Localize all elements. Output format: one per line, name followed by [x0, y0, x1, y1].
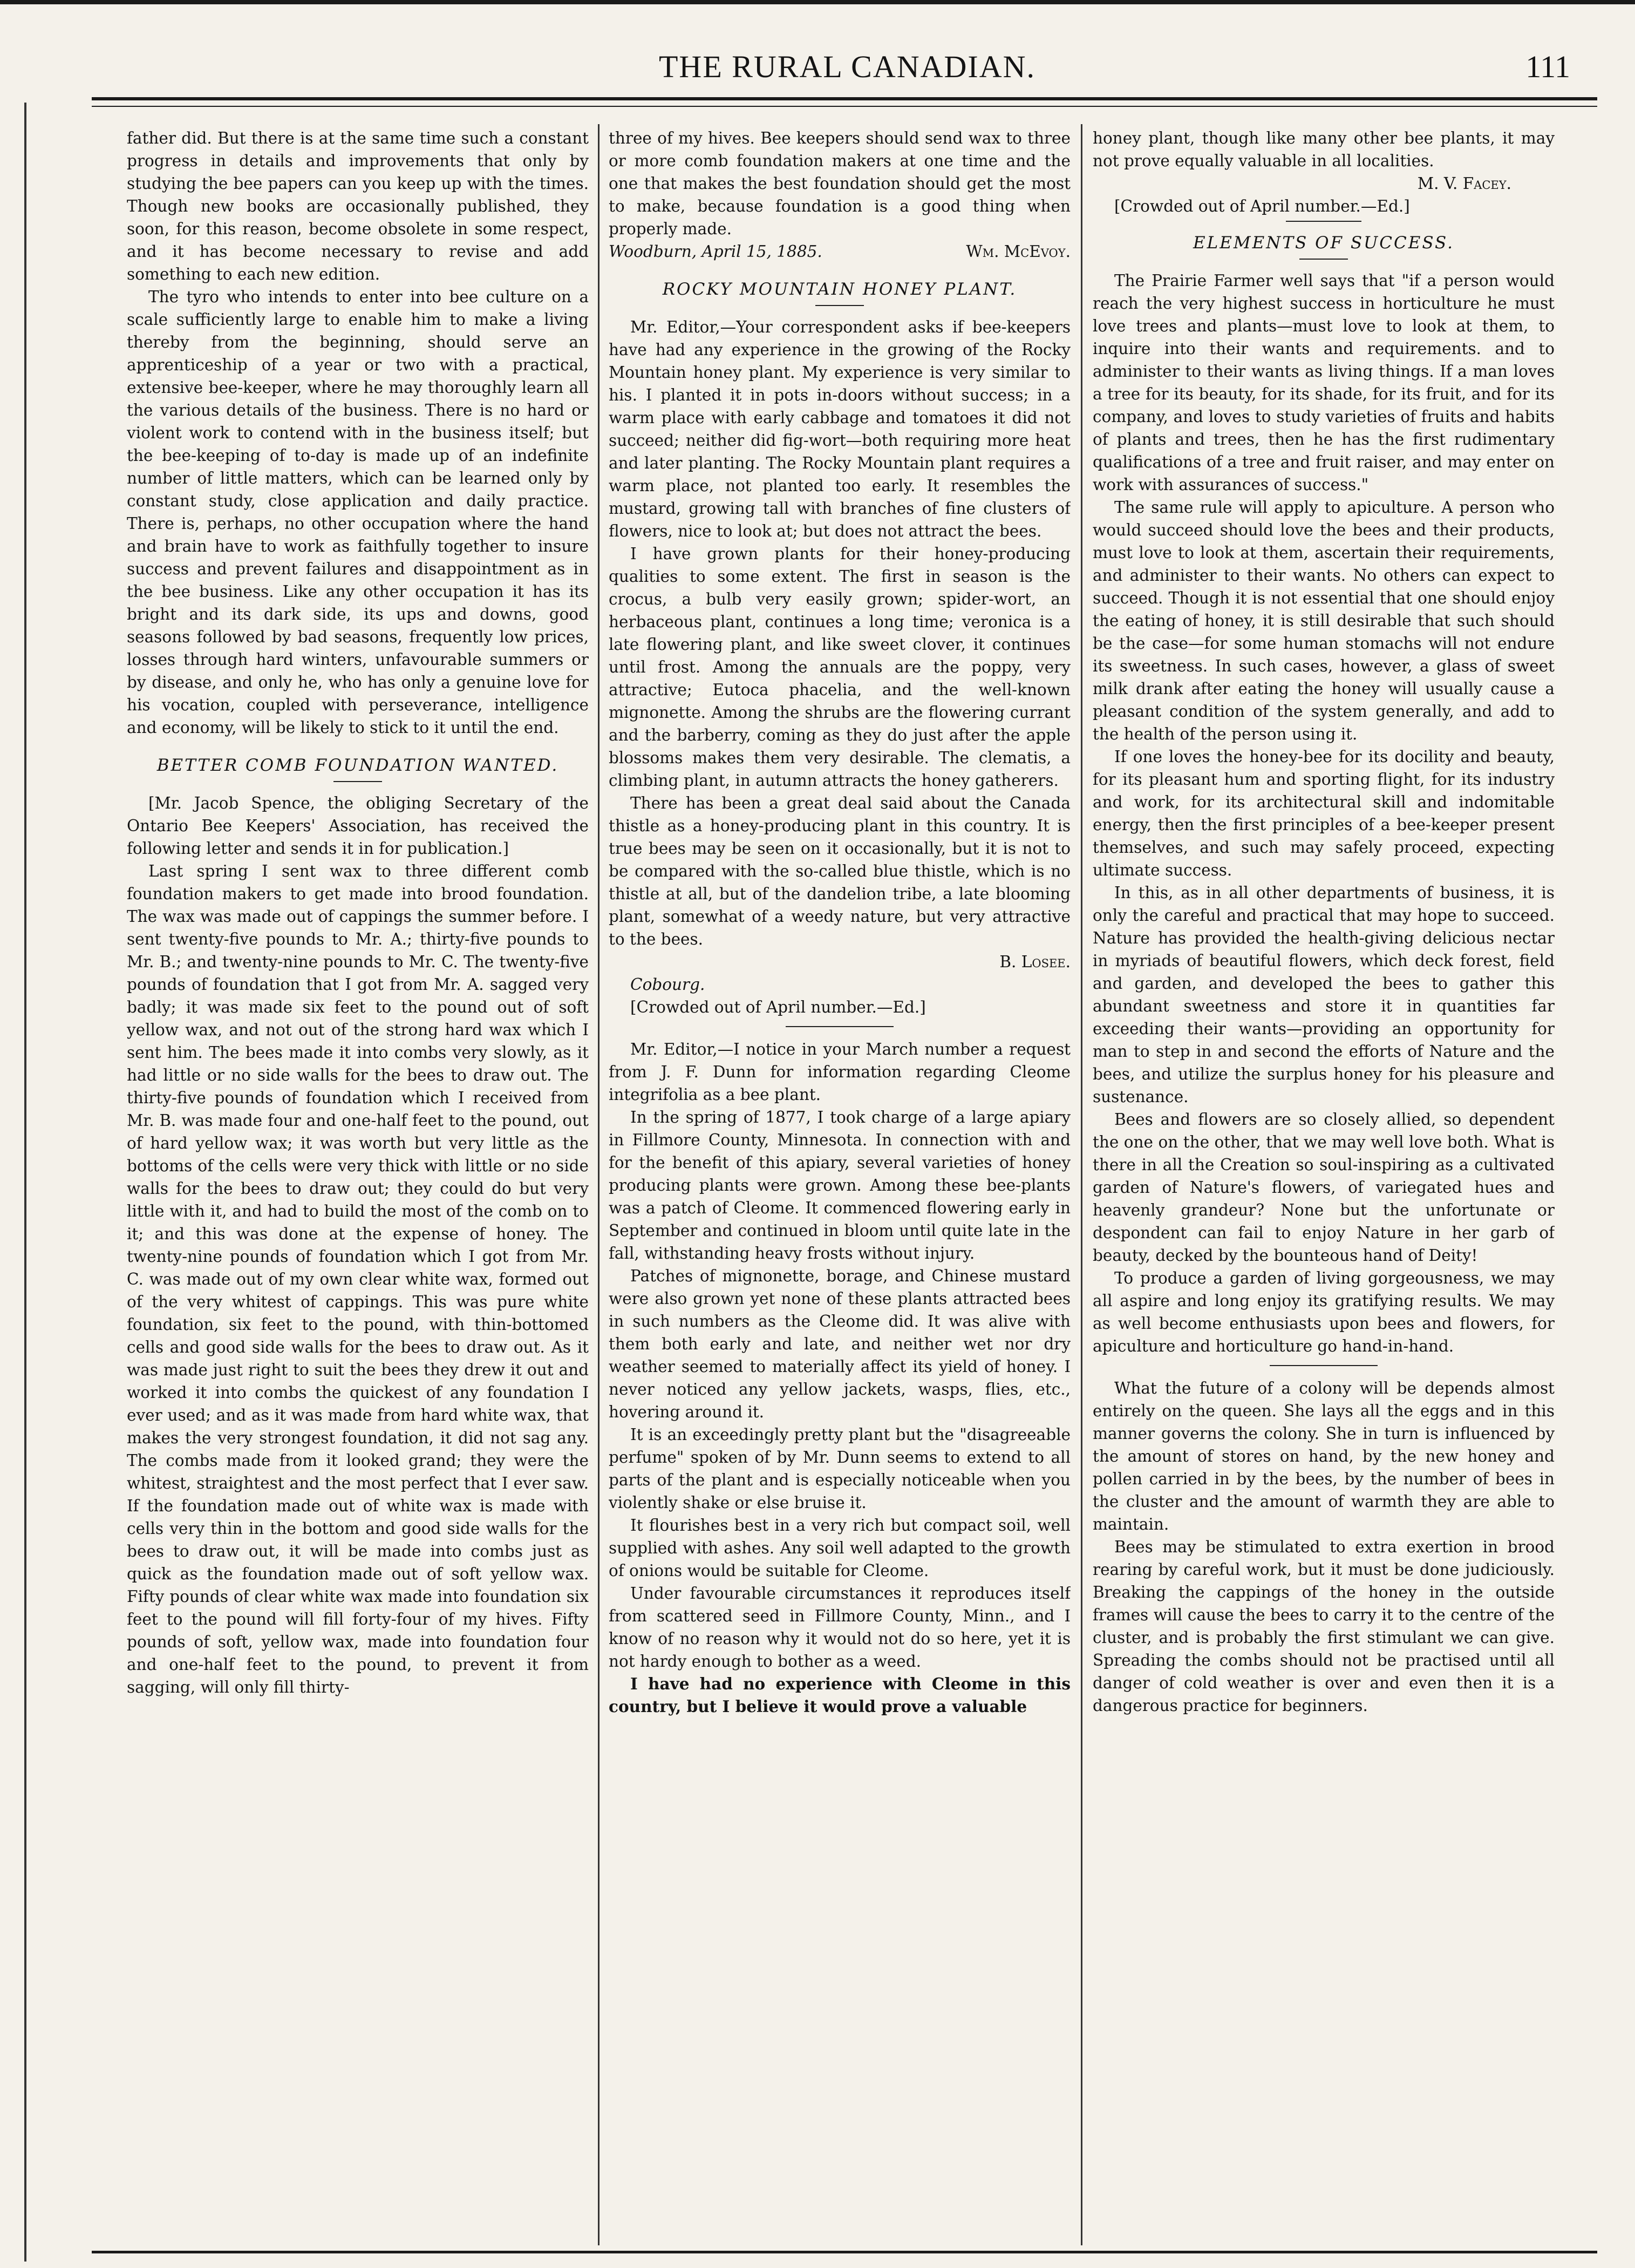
paragraph: Last spring I sent wax to three different comb foundation makers to get made into brood foundation. The wax was made out of cappings the summer before. I sent twenty-five pounds to Mr. A.; thirty-five pounds to Mr. B.; and twenty-nine pounds to Mr. C. The twenty-five pounds of foundation that I got from Mr. A. sagged very badly; it was made six feet to the pound out of soft yellow wax, and not out of the strong hard wax which I sent him. The bees made it into combs very slowly, as it had little or no side walls for the bees to draw out. The thirty-five pounds of foundation which I received from Mr. B. was made four and one-half feet to the pound, out of hard yellow wax; it was worth but very little as the bottoms of the cells were very thick with little or no side walls for the bees to draw out; they could do but very little with it, and had to build the most of the comb on to it; and this was done at the expense of honey. The twenty-nine pounds of foundation which I got from Mr. C. was made out of my own clear white wax, formed out of the very whitest of cappings. This was pure white foundation, six feet to the pound, with thin-bottomed cells and good side walls for the bees to draw out. As it was made just right to suit the bees they drew it out and worked it into combs the quickest of any foundation I ever used; and as it was made from hard white wax, that makes the very strongest foundation, it did not sag any. The combs made from it looked grand; they were the whitest, straightest and the most perfect that I ever saw. If the foundation made out of white wax is made with cells very thin in the bottom and good side walls for the bees to draw out, it will be made into combs just as quick as the foundation made out of soft yellow wax. Fifty pounds of clear white wax made into foundation six feet to the pound will fill forty-four of my hives. Fifty pounds of soft, yellow wax, made into foundation four and one-half feet to the pound, to prevent it from sagging, will only fill thirty-: [127, 862, 589, 1696]
editor-note: [Crowded out of April number.—Ed.]: [630, 998, 926, 1016]
paragraph: In the spring of 1877, I took charge of a large apiary in Fillmore County, Minnesota. In connection with and for the benefit of this apiary, several varieties of honey producing plants were grown. Among these bee-plants was a patch of Cleome. It commenced flowering early in September and continued in bloom until quite late in the fall, withstanding heavy frosts without injury.: [609, 1108, 1071, 1262]
divider: [1270, 1365, 1378, 1366]
masthead: [92, 49, 1603, 92]
paragraph: Mr. Editor,—I notice in your March number a request from J. F. Dunn for information regarding Cleome integrifolia as a bee plant.: [609, 1040, 1071, 1104]
column-3: [1093, 127, 1555, 2243]
paragraph: Mr. Editor,—Your correspondent asks if bee-keepers have had any experience in the growing of the Rocky Mountain honey plant. My experience is very similar to his. I planted it in pots in-doors without success; in a warm place with early cabbage and tomatoes it did not succeed; neither did fig-wort—both requiring more heat and later planting. The Rocky Mountain plant requires a warm place, not planted too early. It resembles the mustard, growing tall with branches of fine clusters of flowers, nice to look at; but does not attract the bees.: [609, 318, 1071, 540]
page-number: 111: [1525, 49, 1570, 84]
column-2: [609, 127, 1071, 2243]
paragraph: There has been a great deal said about the Canada thistle as a honey-producing plant in this country. It is true bees may be seen on it occasionally, but it is not to be compared with the so-called blue thistle, which is no thistle at all, but of the dandelion tribe, a late blooming plant, somewhat of a weedy nature, but very attractive to the bees.: [609, 794, 1071, 948]
paragraph: The Prairie Farmer well says that "if a person would reach the very highest success in horticulture he must love trees and plants—must love to look at them, to inquire into their wants and requirements. and to administer to their wants as living things. If a man loves a tree for its beauty, for its shade, for its fruit, and for its company, and loves to study varieties of fruits and habits of plants and trees, then he has the first rudimentary qualifications of a tree and fruit raiser, and may enter on work with assurances of success.": [1093, 271, 1555, 494]
divider: [333, 781, 382, 782]
paragraph: three of my hives. Bee keepers should send wax to three or more comb foundation makers at one time and the one that makes the best foundation should get the most to make, because foundation is a good thing when properly made.: [609, 129, 1071, 238]
paragraph: [Mr. Jacob Spence, the obliging Secretary of the Ontario Bee Keepers' Association, has received the following letter and sends it in for publication.]: [127, 794, 589, 858]
paragraph: The same rule will apply to apiculture. A person who would succeed should love the bees and their products, must love to look at them, ascertain their requirements, and administer to their wants. No others can expect to succeed. Though it is not essential that one should enjoy the eating of honey, it is still desirable that such should be the case—for some human stomachs will not endure its sweetness. In such cases, however, a glass of sweet milk drank after eating the honey will usually cause a pleasant condition of the system generally, and add to the health of the person using it.: [1093, 498, 1555, 743]
divider: [1286, 221, 1361, 222]
article-heading: ROCKY MOUNTAIN HONEY PLANT.: [662, 280, 1017, 299]
header-rule: [92, 97, 1597, 100]
divider: [815, 305, 864, 306]
paragraph: The tyro who intends to enter into bee culture on a scale sufficiently large to enable him to make a living thereby from the beginning, should serve an apprenticeship of a year or two with a practical, extensive bee-keeper, where he may thoroughly learn all the various details of the business. There is no hard or violent work to contend with in the business itself; but the bee-keeping of to-day is made up of an indefinite number of little matters, which can be learned only by constant study, close application and daily practice. There is, perhaps, no other occupation where the hand and brain have to work as faithfully together to insure success and prevent failures and disappointment as in the bee business. Like any other occupation it has its bright and its dark side, its ups and downs, good seasons followed by bad seasons, frequently low prices, losses through hard winters, unfavourable summers or by disease, and only he, who has only a genuine love for his vocation, coupled with perseverance, intelligence and economy, will be likely to stick to it until the end.: [127, 288, 589, 737]
dateline: Woodburn, April 15, 1885.: [609, 242, 822, 261]
column-divider: [1081, 124, 1082, 2245]
paragraph: It flourishes best in a very rich but compact soil, well supplied with ashes. Any soil well adapted to the growth of onions would be suitable for Cleome.: [609, 1516, 1071, 1580]
paragraph: Patches of mignonette, borage, and Chinese mustard were also grown yet none of these plants attracted bees in such numbers as the Cleome did. It was alive with them both early and late, and neither wet nor dry weather seemed to materially affect its yield of honey. I never noticed any yellow jackets, wasps, flies, etc., hovering around it.: [609, 1267, 1071, 1421]
paragraph: To produce a garden of living gorgeousness, we may all aspire and long enjoy its gratifying results. We may as well become enthusiasts upon bees and flowers, for apiculture and horticulture go hand-in-hand.: [1093, 1269, 1555, 1355]
bottom-border: [92, 2251, 1597, 2253]
paragraph: What the future of a colony will be depends almost entirely on the queen. She lays all the eggs and in this manner governs the colony. She in turn is influenced by the amount of stores on hand, by the new honey and pollen carried in by the bees, by the number of bees in the cluster and the amount of warmth they are able to maintain.: [1093, 1379, 1555, 1533]
divider: [786, 1026, 894, 1027]
header-rule-thin: [92, 106, 1597, 107]
divider: [1299, 259, 1348, 260]
author-name: M. V. Facey.: [1417, 174, 1511, 193]
editor-note: [Crowded out of April number.—Ed.]: [1114, 197, 1410, 215]
paragraph: Bees and flowers are so closely allied, so dependent the one on the other, that we may well love both. What is there in all the Creation so soul-inspiring as a cultivated garden of Nature's flowers, of variegated hues and heavenly grandeur? None but the unfortunate or despondent can fail to enjoy Nature in her garb of beauty, decked by the bounteous hand of Deity!: [1093, 1110, 1555, 1265]
paragraph: It is an exceedingly pretty plant but the "disagreeable perfume" spoken of by Mr. Dunn seems to extend to all parts of the plant and is especially noticeable when you violently shake or else bruise it.: [609, 1425, 1071, 1512]
article-heading: ELEMENTS OF SUCCESS.: [1193, 233, 1454, 253]
author-name: Wm. McEvoy.: [966, 242, 1071, 261]
binding-edge: [24, 103, 26, 2262]
top-border: [0, 0, 1635, 4]
column-1: [127, 127, 589, 2243]
column-divider: [598, 124, 600, 2245]
paragraph: I have grown plants for their honey-producing qualities to some extent. The first in season is the crocus, a bulb very easily grown; spider-wort, an herbaceous plant, continues a long time; veronica is a late flowering plant, and like sweet clover, it continues until frost. Among the annuals are the poppy, very attractive; Eutoca phacelia, and the well-known mignonette. Among the shrubs are the flowering currant and the barberry, coming as they do just after the apple blossoms makes them very desirable. The clematis, a climbing plant, in autumn attracts the honey gatherers.: [609, 545, 1071, 790]
author-name: B. Losee.: [999, 953, 1071, 971]
article-heading: BETTER COMB FOUNDATION WANTED.: [156, 756, 559, 775]
paragraph: father did. But there is at the same time such a constant progress in details and improvements that only by studying the bee papers can you keep up with the times. Though new books are occasionally published, they soon, for this reason, become obsolete in some respect, and it has become necessary to revise and add something to each new edition.: [127, 129, 589, 283]
place-line: Cobourg.: [630, 975, 705, 994]
paragraph: If one loves the honey-bee for its docility and beauty, for its pleasant hum and sporting flight, for its industry and work, for its architectural skill and indomitable energy, then the first principles of a bee-keeper present themselves, and such may safely proceed, expecting ultimate success.: [1093, 748, 1555, 879]
paragraph: In this, as in all other departments of business, it is only the careful and practical that may hope to succeed. Nature has provided the health-giving delicious nectar in myriads of beautiful flowers, which deck forest, field and garden, and developed the bees to gather this abundant sweetness and store it in quantities far exceeding their wants—providing an opportunity for man to step in and second the efforts of Nature and the bees, and utilize the surplus honey for his pleasure and sustenance.: [1093, 884, 1555, 1106]
paragraph: honey plant, though like many other bee plants, it may not prove equally valuable in all localities.: [1093, 129, 1555, 170]
paragraph: Bees may be stimulated to extra exertion in brood rearing by careful work, but it must be done judiciously. Breaking the cappings of the honey in the outside frames will cause the bees to carry it to the centre of the cluster, and is probably the first stimulant we can give. Spreading the combs should not be practised until all danger of cold weather is over and even then it is a dangerous practice for beginners.: [1093, 1538, 1555, 1715]
page-title: THE RURAL CANADIAN.: [659, 49, 1036, 84]
signature-line: [609, 240, 1071, 263]
paragraph: Under favourable circumstances it reproduces itself from scattered seed in Fillmore County, Minn., and I know of no reason why it would not do so here, yet it is not hardy enough to bother as a weed.: [609, 1584, 1071, 1671]
paragraph: I have had no experience with Cleome in this country, but I believe it would prove a valuable: [609, 1674, 1071, 1716]
